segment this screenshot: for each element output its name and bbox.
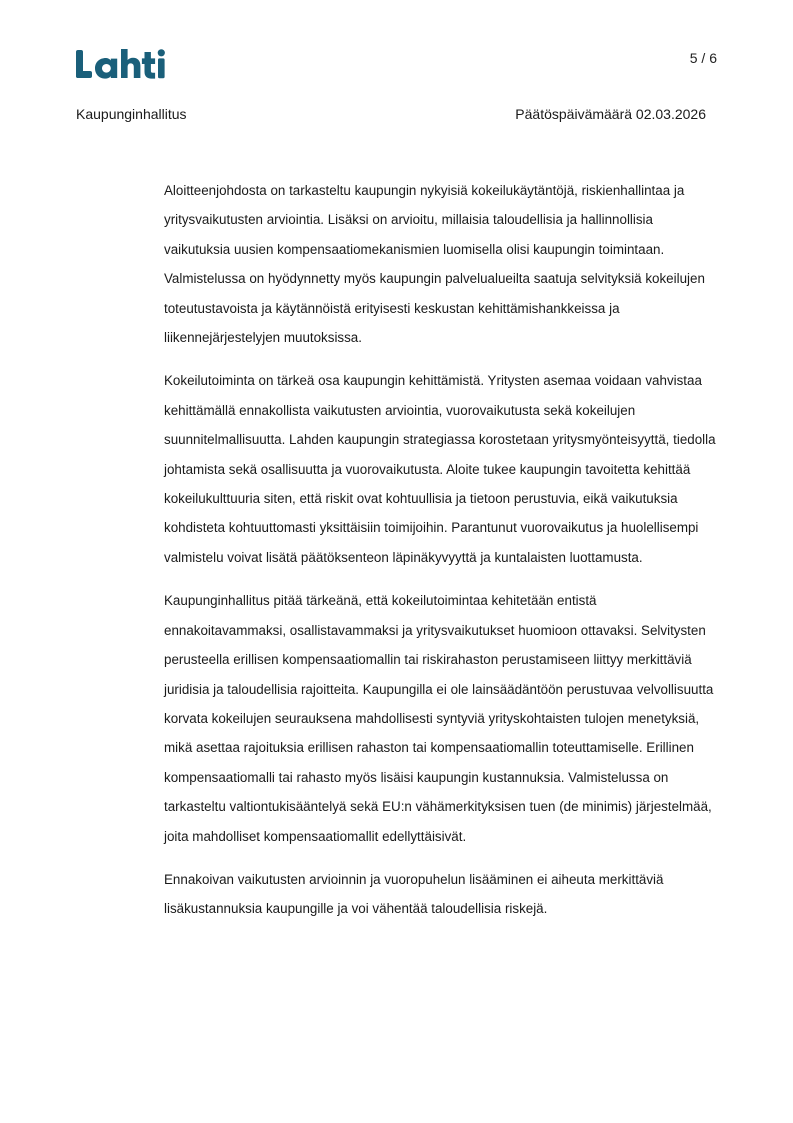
paragraph: Kokeilutoiminta on tärkeä osa kaupungin kehittämistä. Yritysten asemaa voidaan vahvistaa kehittämällä ennakollista vaikutusten arviointia, vuorovaikutusta sekä kokeilujen suunnitelmallisuutta. Lahden kaupungin strategiassa korostetaan yritysmyönteisyyttä, tiedolla johtamista sekä osallisuutta ja vuorovaikutusta. Aloite tukee kaupungin tavoitetta kehittää kokeilukulttuuria siten, että riskit ovat kohtuullisia ja tietoon perustuvia, eikä vaikutuksia kohdisteta kohtuuttomasti yksittäisiin toimijoihin. Parantunut vuorovaikutus ja huolellisempi valmistelu voivat lisätä päätöksenteon läpinäkyvyyttä ja kuntalaisten luottamusta.	[164, 373, 716, 565]
page-number: 5 / 6	[689, 50, 717, 66]
document-body	[164, 176, 720, 938]
paragraph: Ennakoivan vaikutusten arvioinnin ja vuoropuhelun lisääminen ei aiheuta merkittäviä lisäkustannuksia kaupungille ja voi vähentää taloudellisia riskejä.	[164, 871, 664, 917]
paragraph: Aloitteenjohdosta on tarkasteltu kaupungin nykyisiä kokeilukäytäntöjä, riskienhallintaa ja yritysvaikutusten arviointia. Lisäksi on arvioitu, millaisia taloudellisia ja hallinnollisia vaikutuksia uusien kompensaatiomekanismien luomisella olisi kaupungin toimintaan. Valmistelussa on hyödynnetty myös kaupungin palvelualueilta saatuja selvityksiä kokeilujen toteutustavoista ja käytännöistä erityisesti keskustan kehittämishankkeissa ja liikennejärjestelyjen muutoksissa.	[164, 183, 705, 346]
organization-name: Kaupunginhallitus	[76, 106, 187, 122]
lahti-logo	[76, 46, 168, 82]
paragraph: Kaupunginhallitus pitää tärkeänä, että kokeilutoimintaa kehitetään entistä ennakoitavammaksi, osallistavammaksi ja yritysvaikutukset huomioon ottavaksi. Selvitysten perusteella erillisen kompensaatiomallin tai riskirahaston perustamiseen liittyy merkittäviä juridisia ja taloudellisia rajoitteita. Kaupungilla ei ole lainsäädäntöön perustuvaa velvollisuutta korvata kokeilujen seurauksena mahdollisesti syntyviä yrityskohtaisten tulojen menetyksiä, mikä asettaa rajoituksia erillisen rahaston tai kompensaatiomallin toteuttamiselle. Erillinen kompensaatiomalli tai rahasto myös lisäisi kaupungin kustannuksia. Valmistelussa on tarkasteltu valtiontukisääntelyä sekä EU:n vähämerkityksisen tuen (de minimis) järjestelmää, joita mahdolliset kompensaatiomallit edellyttäisivät.	[164, 593, 714, 844]
decision-date: Päätöspäivämäärä 02.03.2026	[515, 106, 706, 122]
